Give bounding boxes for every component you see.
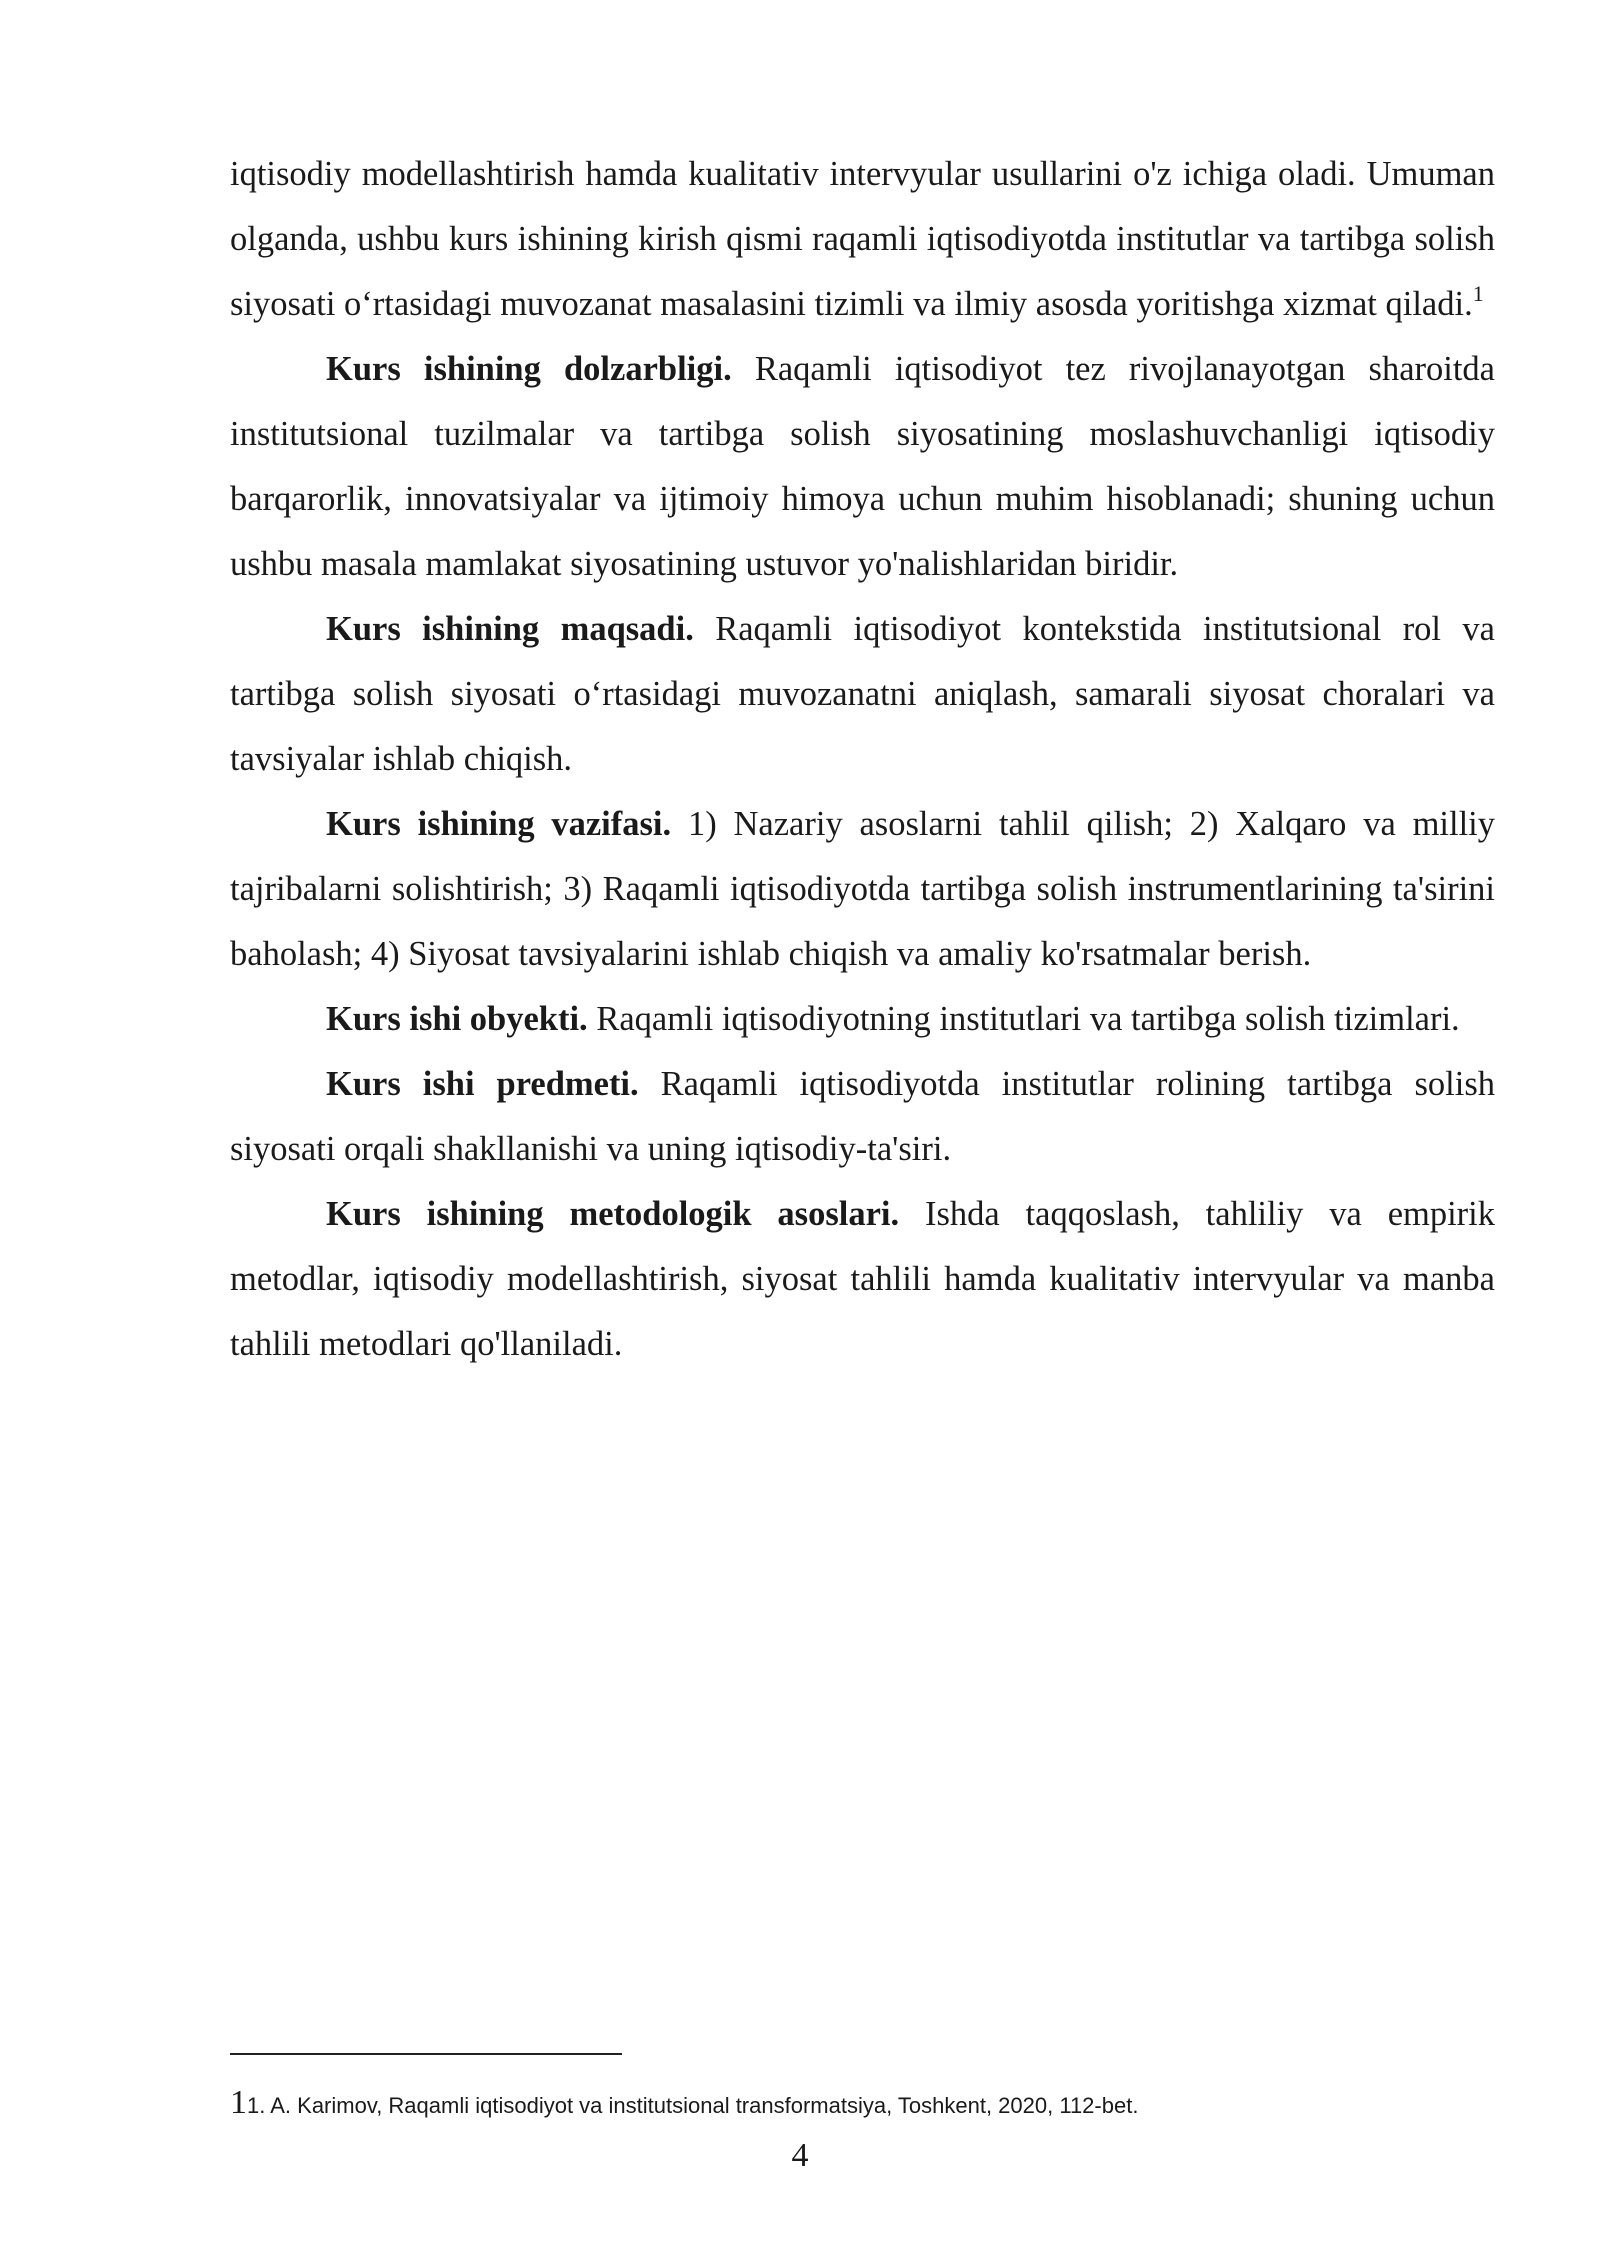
footnote xyxy=(230,2083,1495,2126)
paragraph-subject xyxy=(230,1052,1495,1182)
paragraph-text: Raqamli iqtisodiyotning institutlari va tartibga solish tizimlari. xyxy=(587,1000,1460,1038)
paragraph-object xyxy=(230,987,1495,1052)
paragraph-text: iqtisodiy modellashtirish hamda kualitativ intervyular usullarini o'z ichiga oladi. Umuman olganda, ushbu kurs ishining kirish qismi raqamli iqtisodiyotda institutlar va tartibga solish siyosati o‘rtasidagi muvozanat masalasini tizimli va ilmiy asosda yoritishga xizmat qiladi. xyxy=(230,155,1495,323)
main-text xyxy=(230,142,1495,1377)
paragraph-intro-continuation xyxy=(230,142,1495,337)
paragraph-heading: Kurs ishining dolzarbligi. xyxy=(326,350,732,388)
paragraph-text: 1) Nazariy asoslarni tahlil qilish; 2) Xalqaro va milliy tajribalarni solishtirish; 3) Raqamli iqtisodiyotda tartibga solish instrumentlarining ta'sirini baholash; 4) Siyosat tavsiyalarini ishlab chiqish va amaliy ko'rsatmalar berish. xyxy=(230,805,1495,973)
footnote-mark: 1 xyxy=(230,2084,247,2121)
footnote-text: 1. A. Karimov, Raqamli iqtisodiyot va institutsional transformatsiya, Toshkent, 2020, 112-bet. xyxy=(247,2093,1139,2118)
paragraph-text: Raqamli iqtisodiyot kontekstida institutsional rol va tartibga solish siyosati o‘rtasidagi muvozanatni aniqlash, samarali siyosat choralari va tavsiyalar ishlab chiqish. xyxy=(230,610,1495,778)
paragraph-goal xyxy=(230,597,1495,792)
paragraph-heading: Kurs ishining maqsadi. xyxy=(326,610,694,648)
paragraph-text: Raqamli iqtisodiyot tez rivojlanayotgan sharoitda institutsional tuzilmalar va tartibga solish siyosatining moslashuvchanligi iqtisodiy barqarorlik, innovatsiyalar va ijtimoiy himoya uchun muhim hisoblanadi; shuning uchun ushbu masala mamlakat siyosatining ustuvor yo'nalishlaridan biridir. xyxy=(230,350,1495,583)
footnote-reference[interactable]: 1 xyxy=(1472,280,1484,306)
page-number: 4 xyxy=(791,2137,809,2174)
paragraph-methodology xyxy=(230,1182,1495,1377)
paragraph-heading: Kurs ishining metodologik asoslari. xyxy=(326,1195,900,1233)
paragraph-heading: Kurs ishi predmeti. xyxy=(326,1065,639,1103)
paragraph-tasks xyxy=(230,792,1495,987)
paragraph-text: Raqamli iqtisodiyotda institutlar rolining tartibga solish siyosati orqali shakllanishi va uning iqtisodiy-ta'siri. xyxy=(230,1065,1495,1168)
paragraph-relevance xyxy=(230,337,1495,597)
footnote-separator xyxy=(230,2053,622,2055)
paragraph-heading: Kurs ishining vazifasi. xyxy=(326,805,672,843)
paragraph-heading: Kurs ishi obyekti. xyxy=(326,1000,588,1038)
paragraph-text: Ishda taqqoslash, tahliliy va empirik metodlar, iqtisodiy modellashtirish, siyosat tahlili hamda kualitativ intervyular va manba tahlili metodlari qo'llaniladi. xyxy=(230,1195,1496,1363)
